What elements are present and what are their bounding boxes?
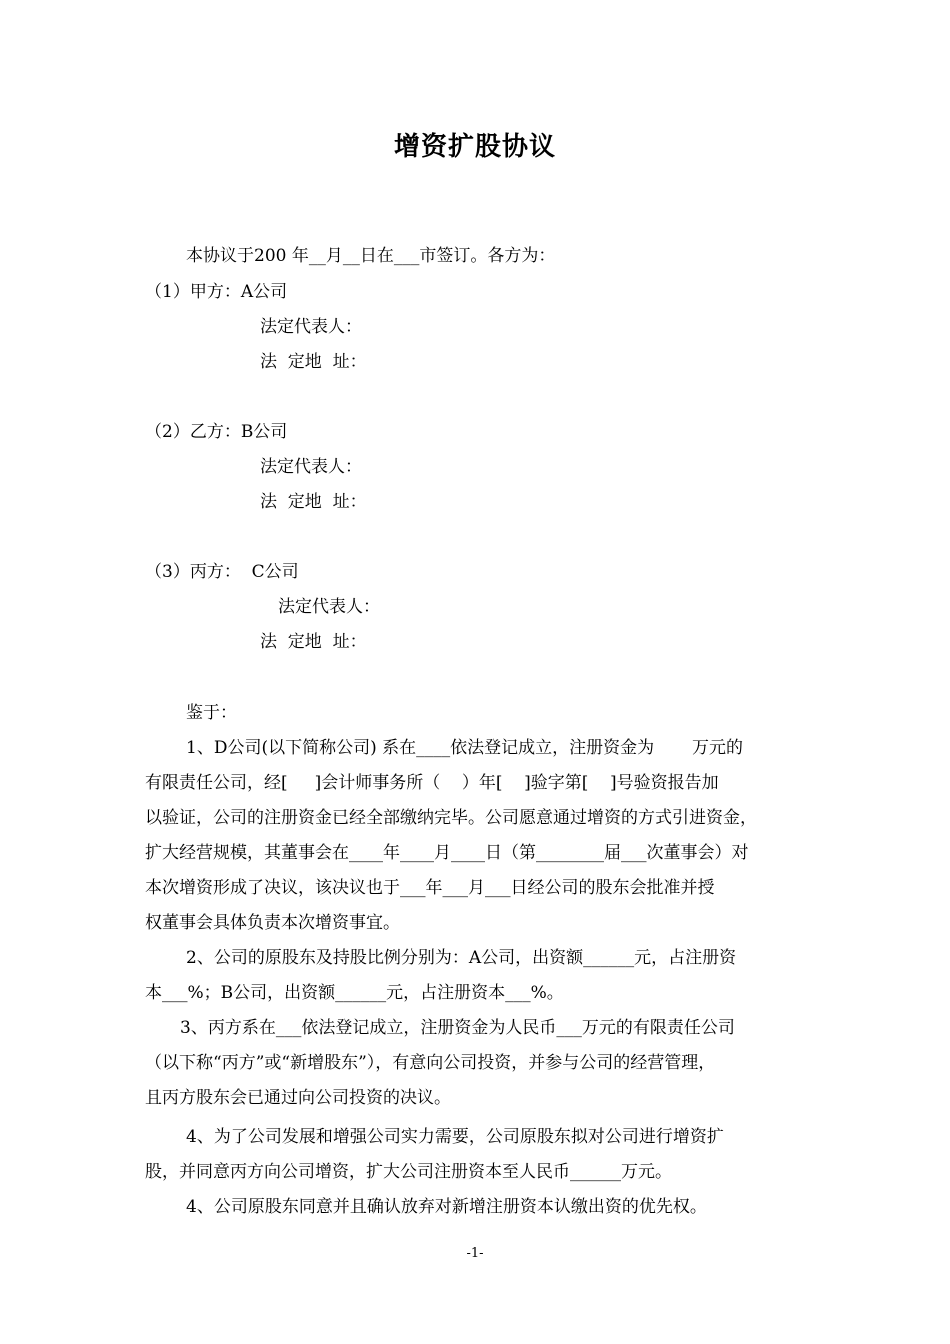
clause-4-line: 4、为了公司发展和增强公司实力需要，公司原股东拟对公司进行增资扩 (186, 1127, 724, 1147)
party-a-addr: 法 定地 址： (260, 352, 367, 372)
clause-1-line: 权董事会具体负责本次增资事宜。 (145, 913, 400, 933)
clause-2-line: 本___%；B公司，出资额______元，占注册资本___%。 (145, 983, 564, 1003)
page-number: -1- (466, 1246, 484, 1261)
clause-4-line: 股，并同意丙方向公司增资，扩大公司注册资本至人民币______万元。 (145, 1162, 672, 1182)
clause-1-line: 以验证，公司的注册资金已经全部缴纳完毕。公司愿意通过增资的方式引进资金， (145, 808, 757, 828)
party-c-rep: 法定代表人： (278, 597, 380, 617)
whereas-heading: 鉴于： (186, 703, 237, 723)
clause-1-line: 本次增资形成了决议，该决议也于___年___月___日经公司的股东会批准并授 (145, 878, 715, 898)
clause-3-line: 3、丙方系在___依法登记成立，注册资金为人民币___万元的有限责任公司 (180, 1018, 735, 1038)
clause-1-line: 扩大经营规模，其董事会在____年____月____日（第________届___次董事会）对 (145, 843, 749, 863)
party-c-label: （3）丙方： C公司 (145, 562, 299, 582)
party-b-addr: 法 定地 址： (260, 492, 367, 512)
clause-5-line: 4、公司原股东同意并且确认放弃对新增注册资本认缴出资的优先权。 (186, 1197, 707, 1217)
clause-3-line: （以下称“丙方”或“新增股东”），有意向公司投资，并参与公司的经营管理， (145, 1053, 716, 1073)
party-a-rep: 法定代表人： (260, 317, 362, 337)
party-b-label: （2）乙方：B公司 (145, 422, 288, 442)
clause-1-line: 有限责任公司，经[ ]会计师事务所（ ）年[ ]验字第[ ]号验资报告加 (145, 773, 719, 793)
intro-line: 本协议于200 年__月__日在___市签订。各方为： (186, 246, 556, 266)
party-a-label: （1）甲方：A公司 (145, 282, 288, 302)
party-b-rep: 法定代表人： (260, 457, 362, 477)
document-title: 增资扩股协议 (393, 132, 556, 162)
party-c-addr: 法 定地 址： (260, 632, 367, 652)
clause-1-line: 1、D公司(以下简称公司) 系在____依法登记成立，注册资金为 万元的 (186, 738, 743, 758)
clause-2-line: 2、公司的原股东及持股比例分别为：A公司，出资额______元，占注册资 (186, 948, 737, 968)
clause-3-line: 且丙方股东会已通过向公司投资的决议。 (145, 1088, 451, 1108)
